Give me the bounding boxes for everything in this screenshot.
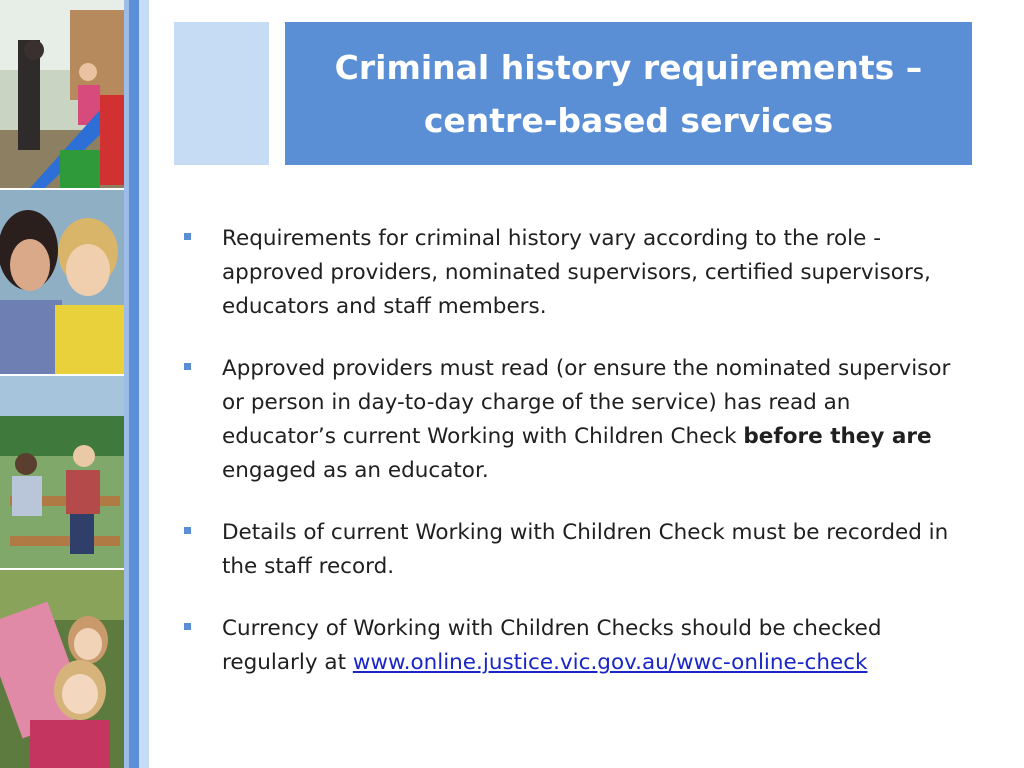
accent-bar-middle [129,0,139,768]
bullet-item [184,612,964,680]
bullet-text: Details of current Working with Children Check must be recorded in the staff record. [222,520,949,579]
photo-playground-slide [0,0,124,188]
bullet-bold-text: before they are [743,424,932,449]
photo-strip [0,0,124,768]
accent-bar-inner [139,0,149,768]
bullet-text [222,356,950,483]
bullet-item [184,222,964,324]
bullet-text-part: Approved providers must read (or ensure the nominated supervisor or person in day-to-day charge of the service) has read an educator’s current Working with Children Check [222,356,951,449]
bullet-text-part: Currency of Working with Children Checks should be checked regularly at [222,616,882,675]
square-bullet-icon [184,623,191,630]
slide-title-line2: centre-based services [423,100,834,140]
square-bullet-icon [184,233,191,240]
title-banner [285,22,972,165]
square-bullet-icon [184,363,191,370]
bullet-list [184,222,964,708]
bullet-text-part: engaged as an educator. [222,458,489,483]
photo-two-children-whispering [0,190,124,374]
bullet-item [184,516,964,584]
bullet-item [184,352,964,488]
slide-title [309,41,949,147]
bullet-text [222,616,882,675]
square-bullet-icon [184,527,191,534]
bullet-text: Requirements for criminal history vary according to the role - approved providers, nominated supervisors, certified supervisors, educators and staff members. [222,226,931,319]
title-accent-block [174,22,269,165]
wwc-check-link[interactable]: www.online.justice.vic.gov.au/wwc-online-check [352,650,868,675]
photo-children-climbing-frame [0,376,124,568]
photo-girls-laughing [0,570,124,768]
slide-title-line1: Criminal history requirements – [334,47,923,87]
